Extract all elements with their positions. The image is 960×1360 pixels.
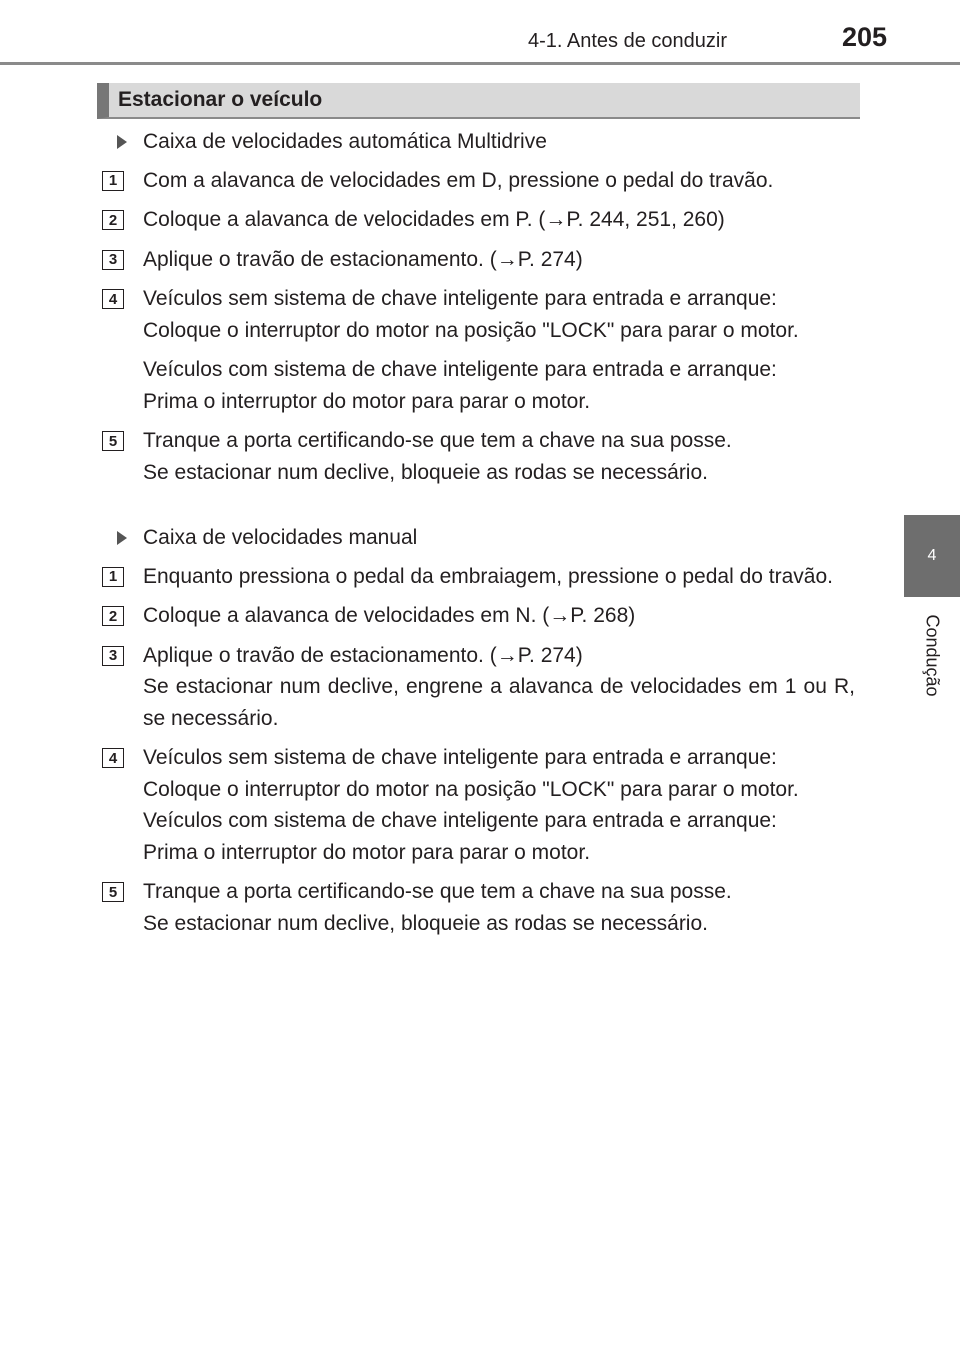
step-item	[102, 165, 855, 197]
header-section-title: 4-1. Antes de conduzir	[528, 30, 728, 52]
manual-title: Caixa de velocidades manual	[143, 526, 418, 549]
step-body	[143, 742, 855, 868]
step-body	[143, 561, 855, 593]
content	[102, 126, 855, 973]
step-body	[143, 425, 855, 488]
step-text: Se estacionar num declive, bloqueie as rodas se necessário.	[143, 460, 708, 484]
triangle-bullet-icon	[117, 135, 127, 149]
step-item	[102, 876, 855, 939]
step-text: Veículos sem sistema de chave inteligente para entrada e arranque:	[143, 746, 777, 769]
step-item	[102, 561, 855, 593]
section-title: Estacionar o veículo	[118, 88, 323, 111]
step-number-badge: 5	[102, 431, 124, 451]
triangle-bullet-icon	[117, 531, 127, 545]
step-text: Se estacionar num declive, bloqueie as rodas se necessário.	[143, 911, 708, 935]
step-text: Com a alavanca de velocidades em D, pressione o pedal do travão.	[143, 168, 774, 192]
step-text: Aplique o travão de estacionamento. (→P. 274)	[143, 643, 583, 667]
step-number-badge: 2	[102, 606, 124, 626]
step-item	[102, 204, 855, 236]
step-text: Tranque a porta certificando-se que tem a chave na sua posse.	[143, 880, 732, 903]
step-number-badge: 1	[102, 567, 124, 587]
step-text: Se estacionar num declive, engrene a alavanca de velocidades em 1 ou R, se necessário.	[143, 675, 855, 730]
automatic-title: Caixa de velocidades automática Multidrive	[143, 130, 547, 153]
step-item	[102, 244, 855, 276]
step-number-badge: 3	[102, 250, 124, 270]
step-item	[102, 640, 855, 735]
block-title	[102, 522, 855, 554]
step-text: Veículos sem sistema de chave inteligente para entrada e arranque:	[143, 287, 777, 310]
chapter-label-text: Condução	[922, 613, 943, 697]
step-number-badge: 3	[102, 646, 124, 666]
step-body	[143, 204, 855, 236]
chapter-label	[904, 605, 960, 705]
section-header	[97, 83, 860, 119]
step-text: Enquanto pressiona o pedal da embraiagem, pressione o pedal do travão.	[143, 564, 833, 588]
chapter-number: 4	[927, 547, 937, 564]
step-text: Coloque o interruptor do motor na posição "LOCK" para parar o motor.	[143, 777, 799, 801]
step-number-badge: 5	[102, 882, 124, 902]
step-text: Tranque a porta certificando-se que tem a chave na sua posse.	[143, 429, 732, 452]
step-body	[143, 640, 855, 735]
step-item	[102, 425, 855, 488]
step-item	[102, 742, 855, 868]
step-text: Coloque a alavanca de velocidades em P. (→P. 244, 251, 260)	[143, 208, 725, 231]
step-number-badge: 1	[102, 171, 124, 191]
manual-transmission-block	[102, 522, 855, 939]
automatic-transmission-block	[102, 126, 855, 488]
step-body	[143, 244, 855, 276]
step-text: Veículos com sistema de chave inteligente para entrada e arranque:	[143, 358, 777, 381]
step-number-badge: 4	[102, 289, 124, 309]
step-text: Aplique o travão de estacionamento. (→P. 274)	[143, 247, 583, 271]
step-number-badge: 4	[102, 748, 124, 768]
chapter-tab	[904, 515, 960, 597]
step-text: Coloque a alavanca de velocidades em N. (→P. 268)	[143, 604, 636, 627]
step-text: Veículos com sistema de chave inteligente para entrada e arranque:	[143, 809, 777, 832]
step-text: Prima o interruptor do motor para parar o motor.	[143, 840, 591, 864]
page-number: 205	[842, 22, 888, 52]
step-body	[143, 600, 855, 632]
step-text: Coloque o interruptor do motor na posição "LOCK" para parar o motor.	[143, 318, 799, 342]
step-text: Prima o interruptor do motor para parar o motor.	[143, 389, 591, 413]
step-body	[143, 876, 855, 939]
block-title	[102, 126, 855, 158]
step-number-badge: 2	[102, 210, 124, 230]
header-rule	[0, 62, 960, 65]
step-body	[143, 283, 855, 417]
step-item	[102, 600, 855, 632]
step-item	[102, 283, 855, 417]
step-body	[143, 165, 855, 197]
